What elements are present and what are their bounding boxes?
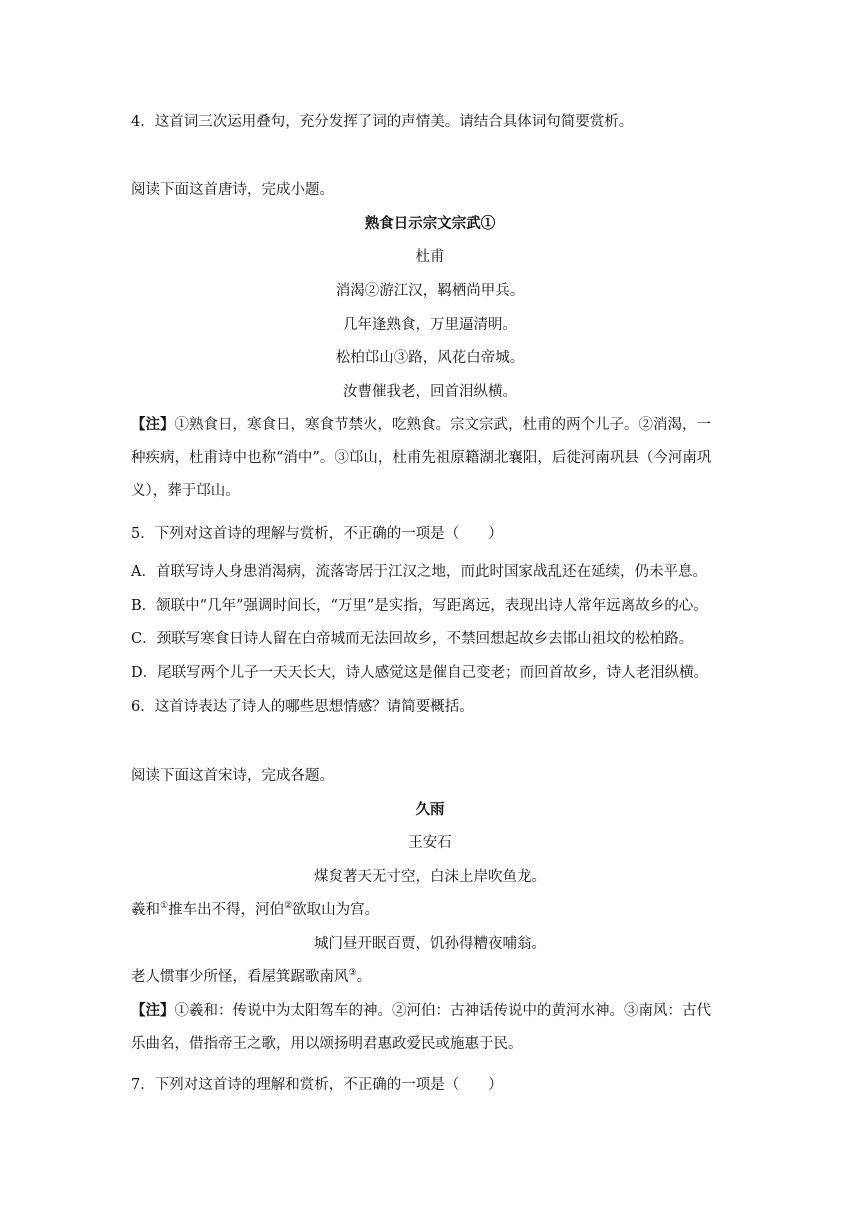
- poem2-author: 王安石: [408, 835, 452, 851]
- poem1-line-1: 消渴②游江汉，羁栖尚甲兵。: [335, 283, 525, 299]
- section2-intro: 阅读下面这首宋诗，完成各题。: [131, 768, 334, 784]
- poem2-text: 羲和: [131, 902, 160, 918]
- note-text: ①羲和：传说中为太阳驾车的神。②河伯：古神话传说中的黄河水神。③南风：古代: [174, 1003, 711, 1019]
- poem2-title: 久雨: [415, 801, 445, 818]
- option-a: A．首联写诗人身患消渴病，流落寄居于江汉之地，而此时国家战乱还在延续，仍未平息。: [131, 564, 707, 580]
- poem1-note-line-1: [131, 415, 731, 435]
- question-4: 4．这首词三次运用叠句，充分发挥了词的声情美。请结合具体词句简要赏析。: [131, 114, 634, 130]
- question-6: 6．这首诗表达了诗人的哪些思想情感？请简要概括。: [131, 699, 474, 715]
- poem1-title: 熟食日示宗文宗武①: [364, 215, 496, 232]
- poem2-text: 欲取山为宫。: [292, 902, 380, 918]
- poem2-line-2: [131, 900, 731, 920]
- option-c: C．颈联写寒食日诗人留在白帝城而无法回故乡，不禁回想起故乡去邯山祖坟的松柏路。: [131, 631, 694, 647]
- footnote-marker: ②: [284, 901, 293, 912]
- poem1-line-2: 几年逢熟食，万里逼清明。: [343, 317, 517, 333]
- footnote-marker: ③: [348, 968, 357, 979]
- note-tag: 【注】: [131, 1002, 175, 1019]
- poem2-note-line-1: [131, 1001, 731, 1021]
- poem2-note-line-2: 乐曲名，借指帝王之歌，用以颂扬明君惠政爱民或施惠于民。: [131, 1036, 523, 1052]
- poem2-line-3: 城门昼开眠百贾，饥孙得糟夜哺翁。: [314, 936, 546, 952]
- note-tag: 【注】: [131, 416, 175, 433]
- question-7: 7．下列对这首诗的理解和赏析，不正确的一项是（ ）: [131, 1077, 503, 1093]
- section1-intro: 阅读下面这首唐诗，完成小题。: [131, 182, 334, 198]
- option-b: B．颔联中“几年”强调时间长，“万里”是实指，写距离远，表现出诗人常年远离故乡的心。: [131, 598, 708, 614]
- poem2-text: 推车出不得，河伯: [168, 902, 285, 918]
- poem1-note-line-3: 义），葬于邙山。: [131, 483, 240, 499]
- poem2-text: 。: [356, 969, 372, 985]
- poem1-author: 杜甫: [415, 249, 445, 265]
- footnote-marker: ①: [160, 901, 169, 912]
- question-5: 5．下列对这首诗的理解与赏析，不正确的一项是（ ）: [131, 526, 503, 542]
- option-d: D．尾联写两个儿子一天天长大，诗人感觉这是催自己变老；而回首故乡，诗人老泪纵横。: [131, 665, 709, 681]
- poem2-line-4: [131, 967, 731, 987]
- poem1-line-3: 松柏邙山③路，风花白帝城。: [335, 350, 525, 366]
- poem1-note-line-2: 种疾病，杜甫诗中也称“消中”。③邙山，杜甫先祖原籍湖北襄阳，后徙河南巩县（今河南巩: [131, 450, 712, 466]
- poem2-line-1: 煤炱著天无寸空，白沫上岸吹鱼龙。: [314, 869, 546, 885]
- poem2-text: 老人惯事少所怪，看屋箕踞歌南风: [131, 969, 349, 985]
- note-text: ①熟食日，寒食日，寒食节禁火，吃熟食。宗文宗武，杜甫的两个儿子。②消渴，一: [174, 417, 711, 433]
- poem1-line-4: 汝曹催我老，回首泪纵横。: [343, 384, 517, 400]
